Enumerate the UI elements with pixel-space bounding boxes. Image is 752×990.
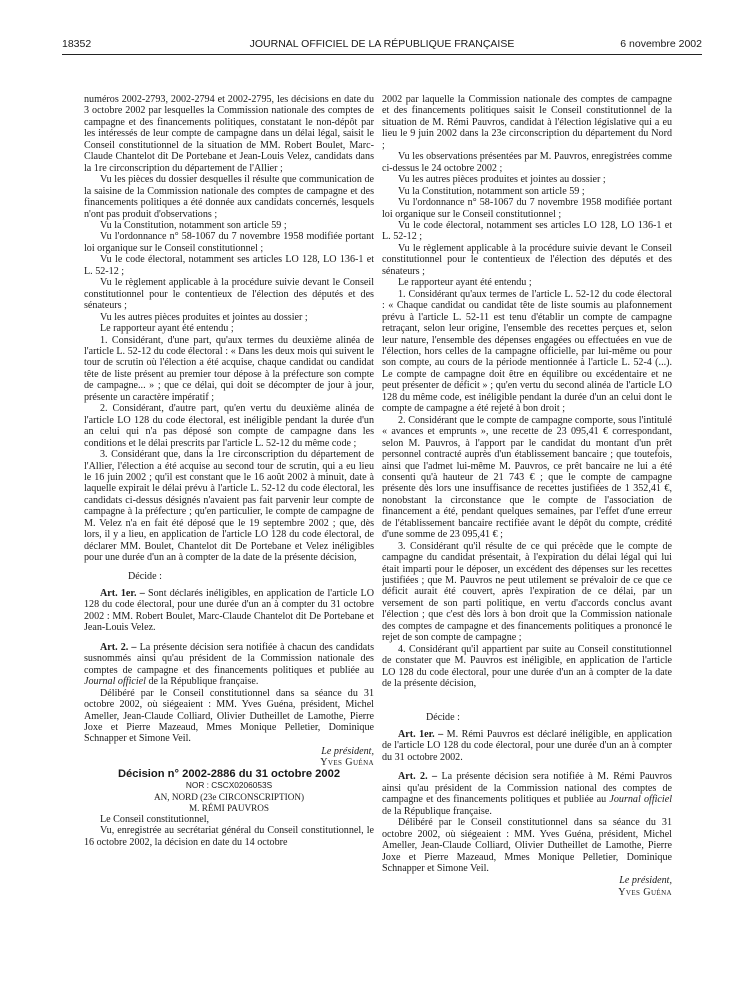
article-1 [84, 588, 374, 634]
deliberation: Délibéré par le Conseil constitutionnel dans sa séance du 31 octobre 2002, où siégeaient : MM. Yves Guéna, président, Michel Ameller, Jean-Claude Colliard, Olivier Dutheillet de Lamothe, Pierre Joxe et Pierre Mazeaud, Mmes Monique Pelletier, Dominique Schnapper et Simone Veil. [84, 687, 374, 745]
candidate-name: M. RÉMI PAUVROS [188, 802, 270, 813]
paragraph: Vu le règlement applicable à la procédure suivie devant le Conseil constitutionnel pour le contentieux de l'élection des députés et des sénateurs ; [382, 242, 672, 277]
article-1 [382, 729, 672, 763]
paragraph: Vu le code électoral, notamment ses articles LO 128, LO 136-1 et L. 52-12 ; [84, 254, 374, 277]
decide-heading: Décide : [128, 570, 162, 582]
paragraph: 1. Considérant qu'aux termes de l'article L. 52-12 du code électoral : « Chaque candidat ou candidat tête de liste soumis au plafonnement prévu à l'article L. 52-11 est tenu d'établir un compte de campagne retraçant, selon leur origine, l'ensemble des recettes perçues et, selon leur nature, l'ensemble des dépenses engagées ou effectuées en vue de l'élection, hors celles de la campagne officielle, par lui-même ou pour son compte, au cours de la période mentionnée à l'article L. 52-4 (...). Le compte de campagne doit être en équilibre ou excédentaire et ne peut présenter de déficit » ; qu'en vertu du second alinéa de l'article LO 128 du même code, est inéligible pendant la durée d'un an celui dont le compte de campagne a été rejeté à bon droit ; [382, 288, 672, 415]
journal-name: Journal officiel [609, 794, 672, 806]
paragraph: Vu le règlement applicable à la procédure suivie devant le Conseil constitutionnel pour le contentieux de l'élection des députés et des sénateurs ; [84, 277, 374, 312]
article-label: Art. 2. – [100, 641, 137, 653]
header-rule [62, 54, 702, 55]
paragraph: 2. Considérant que le compte de campagne comporte, sous l'intitulé « avances et emprunts », une recette de 23 095,41 € correspondant, selon M. Pauvros, à l'apport par le candidat du montant d'un prêt personnel contracté auprès d'un établissement bancaire ; que toutefois, ainsi que l'admet lui-même M. Pauvros, ce prêt bancaire ne lui a été consenti qu'à hauteur de 21 743 € ; que le compte de campagne présente dès lors une insuffisance de recettes justifiées de 1 352,41 €, nonobstant la circonstance que le compte de l'association de financement a été, pendant quelques semaines, par l'effet d'une erreur de l'établissement bancaire rectifiée avant le dépôt du compte, crédité d'une somme de 23 095,41 € ; [382, 414, 672, 541]
page-number: 18352 [62, 38, 92, 50]
paragraph: Vu le code électoral, notamment ses articles LO 128, LO 136-1 et L. 52-12 ; [382, 219, 672, 243]
signature-title: Le président, [321, 745, 374, 757]
signature-title: Le président, [619, 875, 672, 887]
paragraph: Vu la Constitution, notamment son article 59 ; [398, 185, 585, 197]
paragraph: Vu les observations présentées par M. Pauvros, enregistrées comme ci-dessus le 24 octobre 2002 ; [382, 151, 672, 174]
paragraph: 2. Considérant, d'autre part, qu'en vertu du deuxième alinéa de l'article LO 128 du code électoral, est inéligible pendant la durée d'un an celui qui n'a pas déposé son compte de campagne dans les conditions et le délai prescrits par l'article L. 52-12 du même code ; [84, 403, 374, 449]
paragraph: Vu les autres pièces produites et jointes au dossier ; [398, 174, 606, 186]
journal-title: JOURNAL OFFICIEL DE LA RÉPUBLIQUE FRANÇAISE [249, 38, 515, 50]
page-header [62, 38, 702, 52]
issue-date: 6 novembre 2002 [620, 38, 702, 50]
left-column [84, 94, 374, 974]
article-label: Art. 1er. – [398, 729, 444, 741]
paragraph: 3. Considérant que, dans la 1re circonscription du département de l'Allier, l'élection a été acquise au second tour de scrutin, qui a eu lieu le 16 juin 2002 ; qu'il est constant que le 16 août 2002 à minuit, date à laquelle expirait le délai prévu à l'article L. 52-12 du code électoral, les candidats ci-dessus désignés n'avaient pas fait parvenir leur compte de campagne à la préfecture ; qu'en particulier, le compte de campagne de M. Velez n'a en fait été déposé que le 19 septembre 2002 ; que, dès lors, il y a lieu, en application de l'article LO 128 du code électoral, de déclarer MM. Boulet, Chantelot dit De Portebane et Velez inéligibles pour une durée d'un an à compter de la date de la présente décision, [84, 449, 374, 564]
paragraph: Vu les autres pièces produites et jointes au dossier ; [100, 311, 308, 323]
article-text: La présente décision sera notifiée à chacun des candidats susnommés ainsi qu'au président de la Commission nationale des comptes de campagne et des financements politiques et publiée au [84, 641, 374, 676]
paragraph: Vu les pièces du dossier desquelles il résulte que communication de la saisine de la Commission nationale des comptes de campagne et des financements politiques a été donnée aux candidats concernés, lesquels n'ont pas produit d'observations ; [84, 174, 374, 220]
paragraph: Vu, enregistrée au secrétariat général du Conseil constitutionnel, le 16 octobre 2002, la décision en date du 14 octobre [84, 825, 374, 848]
signature-name: Yves Guéna [618, 886, 672, 898]
paragraph: Le rapporteur ayant été entendu ; [398, 277, 532, 289]
article-text: de la République française. [382, 805, 492, 817]
deliberation: Délibéré par le Conseil constitutionnel dans sa séance du 31 octobre 2002, où siégeaient : MM. Yves Guéna, président, Michel Ameller, Jean-Claude Colliard, Olivier Dutheillet de Lamothe, Pierre Joxe et Pierre Mazeaud, Mmes Monique Pelletier, Dominique Schnapper et Simone Veil. [382, 817, 672, 874]
circonscription: AN, NORD (23e CIRCONSCRIPTION) [153, 791, 305, 802]
paragraph: 4. Considérant qu'il appartient par suite au Conseil constitutionnel de constater que M. Pauvros est inéligible, en application de l'article LO 128 du code électoral, pour une durée d'un an à compter de la date de la présente décision, [382, 643, 672, 690]
article-2 [84, 642, 374, 688]
paragraph: 2002 par laquelle la Commission nationale des comptes de campagne et des financements politiques saisit le Conseil constitutionnel de la situation de M. Rémi Pauvros, candidat à l'élection législative qui a eu lieu le 9 juin 2002 dans la 23e circonscription du département du Nord ; [382, 94, 672, 151]
right-column [382, 94, 672, 974]
article-label: Art. 1er. – [100, 588, 145, 600]
article-text: La présente décision sera notifiée à M. Rémi Pauvros ainsi qu'au président de la Commission national des comptes de campagne et des financements politiques et publiée au [382, 771, 672, 806]
article-label: Art. 2. – [398, 771, 438, 783]
paragraph: 3. Considérant qu'il résulte de ce qui précède que le compte de campagne du candidat présentait, à l'expiration du délai légal qui lui était imparti pour le déposer, un excédent des dépenses sur les recettes justifiées ; que M. Pauvros ne peut utilement se prévaloir de ce que ce déficit aurait été couvert, après l'expiration de ce délai, par un versement de son parti politique, en vertu d'accords conclus avant l'élection ; que c'est dès lors à bon droit que la Commission nationale des comptes de campagne et des financements politiques a prononcé le rejet de son compte de campagne ; [382, 540, 672, 644]
paragraph: numéros 2002-2793, 2002-2794 et 2002-2795, les décisions en date du 3 octobre 2002 par lesquelles la Commission nationale des comptes de campagne et des financements politiques, constatant le non-dépôt par les intéressés de leur compte de campagne dans un délai légal, saisit le Conseil constitutionnel de la situation de MM. Robert Boulet, Marc-Claude Chantelot dit De Portebane et Jean-Louis Velez, candidats dans la 1re circonscription du département de l'Allier ; [84, 94, 374, 174]
decision-title: Décision n° 2002-2886 du 31 octobre 2002 [117, 767, 341, 780]
paragraph: Vu l'ordonnance n° 58-1067 du 7 novembre 1958 modifiée portant loi organique sur le Conseil constitutionnel ; [84, 231, 374, 254]
article-text: de la République française. [145, 676, 259, 688]
article-2 [382, 771, 672, 817]
article-text: Sont déclarés inéligibles, en application de l'article LO 128 du code électoral, pour une durée d'un an à compter du 31 octobre 2002 : MM. Robert Boulet, Marc-Claude Chantelot dit De Portebane et Jean-Louis Velez. [84, 588, 374, 634]
paragraph: Le Conseil constitutionnel, [100, 813, 210, 825]
paragraph: 1. Considérant, d'une part, qu'aux termes du deuxième alinéa de l'article L. 52-12 du code électoral : « Dans les deux mois qui suivent le tour de scrutin où l'élection a été acquise, chaque candidat ou candidat tête de liste présent au premier tour dépose à la préfecture son compte de campagne... » ; que ce délai, qui doit se décompter de jour à jour, présente un caractère impératif ; [84, 334, 374, 403]
nor-reference: NOR : CSCX0206053S [185, 780, 273, 791]
decide-heading: Décide : [426, 711, 460, 723]
paragraph: Vu l'ordonnance n° 58-1067 du 7 novembre 1958 modifiée portant loi organique sur le Conseil constitutionnel ; [382, 197, 672, 220]
paragraph: Le rapporteur ayant été entendu ; [100, 323, 234, 335]
article-text: M. Rémi Pauvros est déclaré inéligible, en application de l'article LO 128 du code électoral, pour une durée d'un an à compter du 31 octobre 2002. [382, 729, 672, 763]
paragraph: Vu la Constitution, notamment son article 59 ; [100, 219, 287, 231]
journal-name: Journal officiel [84, 676, 146, 688]
signature-name: Yves Guéna [320, 757, 374, 769]
